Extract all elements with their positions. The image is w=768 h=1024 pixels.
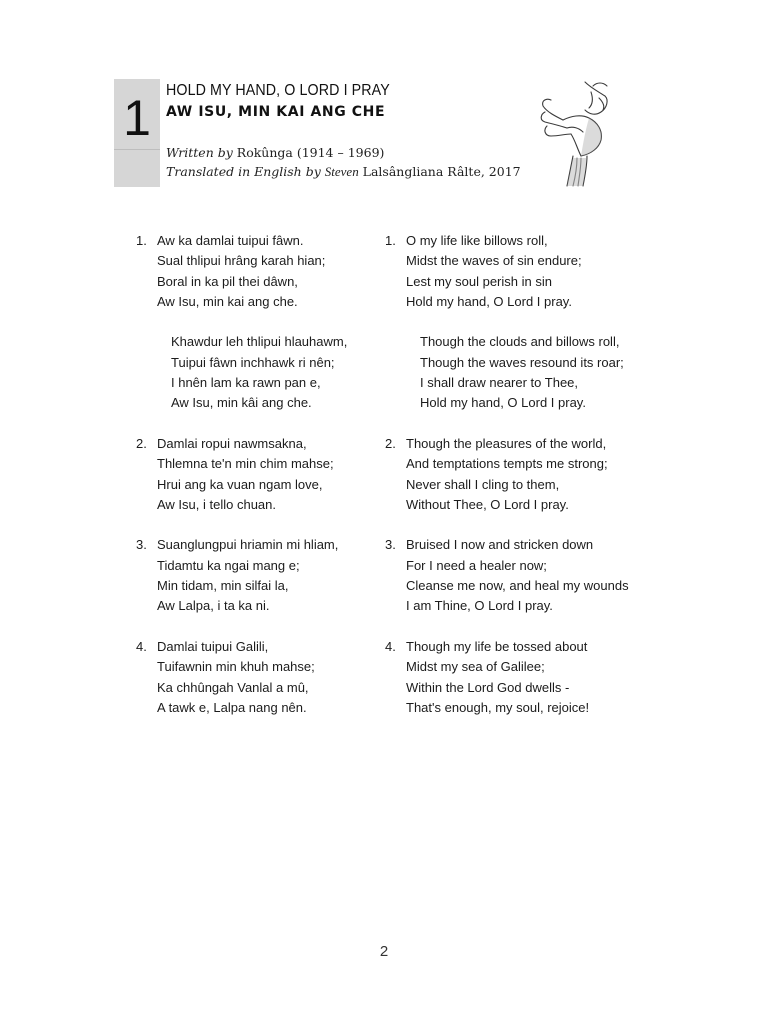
lyric-line: Min tidam, min silfai la, — [157, 578, 289, 594]
lyric-line: Midst my sea of Galilee; — [406, 659, 545, 675]
hymn-title-mizo: AW ISU, MIN KAI ANG CHE — [166, 104, 386, 120]
translator-name: Lalsângliana Râlte, 2017 — [362, 164, 521, 179]
stanza — [385, 231, 635, 312]
stanza — [385, 434, 635, 515]
stanza — [136, 535, 366, 616]
stanza-number: 4. — [385, 638, 396, 654]
stanza-number: 1. — [136, 233, 147, 248]
written-by-label: Written by — [166, 145, 233, 160]
lyric-line: A tawk e, Lalpa nang nên. — [157, 699, 307, 715]
lyric-line: Hold my hand, O Lord I pray. — [420, 395, 586, 411]
stanza-number: 3. — [385, 537, 396, 553]
lyric-line: Aw Isu, i tello chuan. — [157, 496, 276, 512]
lyric-line: Aw Isu, min kâi ang che. — [171, 395, 312, 411]
lyric-line: Bruised I now and stricken down — [406, 537, 594, 553]
lyric-line: Hrui ang ka vuan ngam love, — [157, 476, 323, 492]
lyric-line: Aw ka damlai tuipui fâwn. — [157, 233, 304, 248]
lyric-line: Though the pleasures of the world, — [406, 435, 607, 451]
english-lyrics-column — [385, 231, 635, 738]
page-number: 2 — [379, 943, 389, 960]
stanza — [385, 637, 635, 718]
lyric-line: For I need a healer now; — [406, 557, 547, 573]
written-by-credit — [166, 145, 384, 160]
lyric-line: Damlai tuipui Galili, — [157, 638, 269, 654]
lyric-line: Tuifawnin min khuh mahse; — [157, 659, 315, 675]
lyric-line: Thlemna te'n min chim mahse; — [157, 456, 334, 472]
lyric-line: Though the waves resound its roar; — [420, 354, 624, 370]
lyric-line: Boral in ka pil thei dâwn, — [157, 273, 298, 289]
stanza-number: 2. — [385, 435, 396, 451]
hymn-number-box — [114, 79, 160, 187]
hymn-number: 1 — [123, 90, 151, 146]
chorus — [385, 332, 635, 413]
lyric-line: O my life like billows roll, — [406, 233, 548, 248]
stanza-number: 2. — [136, 435, 147, 451]
chorus — [136, 332, 366, 413]
lyric-line: Ka chhûngah Vanlal a mû, — [157, 679, 309, 695]
lyric-line: I am Thine, O Lord I pray. — [406, 598, 553, 614]
lyric-line: Aw Isu, min kai ang che. — [157, 293, 298, 309]
hymn-title-english: HOLD MY HAND, O LORD I PRAY — [166, 82, 390, 99]
lyric-line: Never shall I cling to them, — [406, 476, 560, 492]
lyric-line: Hold my hand, O Lord I pray. — [406, 293, 572, 309]
lyric-line: Tuipui fâwn inchhawk ri nên; — [171, 354, 335, 370]
stanza-number: 4. — [136, 638, 147, 654]
stanza-number: 3. — [136, 537, 147, 553]
lyric-line: I hnên lam ka rawn pan e, — [171, 375, 321, 391]
translator-signature: Steven — [324, 164, 359, 179]
stanza — [136, 434, 366, 515]
lyric-line: Though the clouds and billows roll, — [420, 334, 620, 350]
lyric-line: Aw Lalpa, i ta ka ni. — [157, 598, 270, 614]
lyric-line: Though my life be tossed about — [406, 638, 588, 654]
translated-by-credit — [166, 164, 521, 180]
lyric-line: I shall draw nearer to Thee, — [420, 375, 579, 391]
stanza — [385, 535, 635, 616]
praying-hand-illustration — [533, 78, 623, 188]
lyric-line: Within the Lord God dwells - — [406, 679, 570, 695]
number-box-divider — [114, 149, 160, 150]
lyric-line: Tidamtu ka ngai mang e; — [157, 557, 300, 573]
lyric-line: Khawdur leh thlipui hlauhawm, — [171, 334, 348, 350]
lyric-line: Cleanse me now, and heal my wounds — [406, 578, 629, 594]
lyric-line: Suanglungpui hriamin mi hliam, — [157, 537, 339, 553]
lyric-line: And temptations tempts me strong; — [406, 456, 608, 472]
translated-by-label: Translated in English by — [166, 164, 321, 179]
lyric-line: Sual thlipui hrâng karah hian; — [157, 253, 326, 269]
mizo-lyrics-column — [136, 231, 366, 738]
lyric-line: Midst the waves of sin endure; — [406, 253, 582, 269]
lyric-line: Lest my soul perish in sin — [406, 273, 552, 289]
stanza — [136, 231, 366, 312]
stanza-number: 1. — [385, 233, 396, 248]
lyric-line: Without Thee, O Lord I pray. — [406, 496, 569, 512]
author-name: Rokûnga (1914 – 1969) — [236, 145, 385, 160]
stanza — [136, 637, 366, 718]
lyric-line: That's enough, my soul, rejoice! — [406, 699, 590, 715]
lyric-line: Damlai ropui nawmsakna, — [157, 435, 307, 451]
